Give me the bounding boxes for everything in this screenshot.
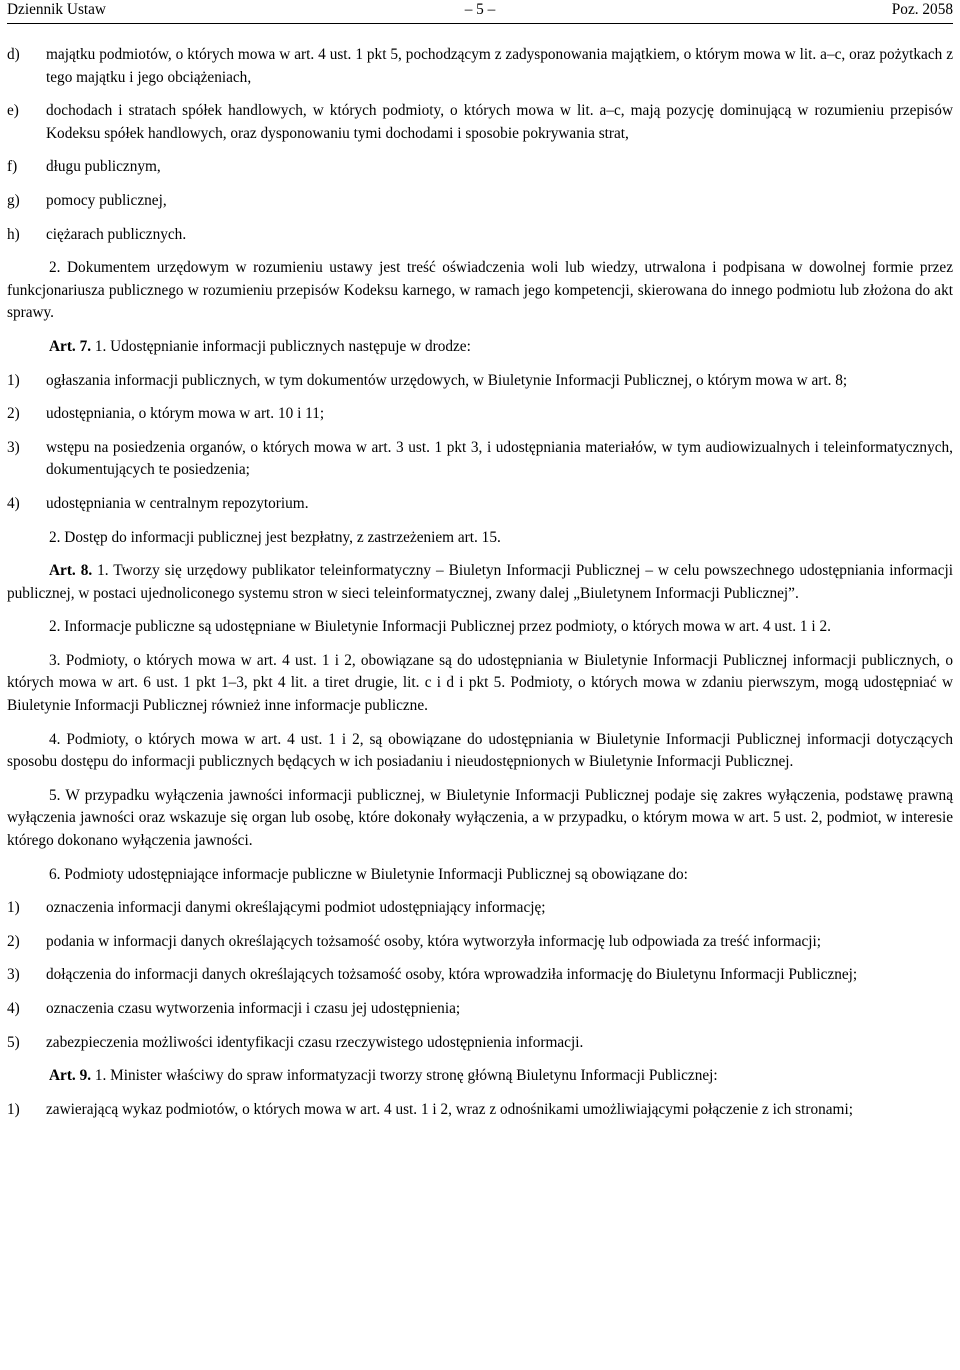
list-item-text: podania w informacji danych określających tożsamość osoby, która wytworzyła informację lub odpowiada za treść informacji; <box>46 932 822 950</box>
paragraph: 4. Podmioty, o których mowa w art. 4 ust. 1 i 2, są obowiązane do udostępniania w Biuletynie Informacji Publicznej informacji dotyczących sposobu dostępu do informacji publicznych będących w ich posiadaniu i nieudostępnionych w Biuletynie Informacji Publicznej. <box>7 730 953 771</box>
list-item-label: 2) <box>7 405 20 423</box>
list-item-label: 1) <box>7 371 20 389</box>
paragraph: 5. W przypadku wyłączenia jawności informacji publicznej, w Biuletynie Informacji Publicznej podaje się zakres wyłączenia, podstawę prawną wyłączenia jawności oraz wskazuje się organ lub osobę, które dokonały wyłączenia, a w przypadku, o którym mowa w art. 5 ust. 2, podmiot, w interesie którego dokonano wyłączenia jawności. <box>7 786 953 850</box>
paragraph: 3. Podmioty, o których mowa w art. 4 ust. 1 i 2, obowiązane są do udostępniania w Biuletynie Informacji Publicznej informacji publicznych, o których mowa w art. 6 ust. 1 pkt 1–3, pkt 4 lit. a tiret drugie, lit. c i d i pkt 5. Podmioty, o których mowa w zdaniu pierwszym, mogą udostępniać w Biuletynie Informacji Publicznej również inne informacje publiczne. <box>7 651 953 715</box>
page-header <box>7 0 953 24</box>
list-item-text: oznaczenia czasu wytworzenia informacji i czasu jej udostępnienia; <box>46 1000 461 1017</box>
list-item <box>7 437 953 482</box>
article-paragraph <box>7 560 953 605</box>
list-item-text: zabezpieczenia możliwości identyfikacji czasu rzeczywistego udostępnienia informacji. <box>46 1033 584 1051</box>
list-item-text: zawierającą wykaz podmiotów, o których mowa w art. 4 ust. 1 i 2, wraz z odnośnikami umożliwiającymi połączenie z ich stronami; <box>46 1100 853 1118</box>
list-item <box>7 156 953 179</box>
list-item <box>7 931 953 954</box>
page-number: – 5 – <box>464 1 496 18</box>
article-paragraph <box>7 336 953 359</box>
paragraph: 6. Podmioty udostępniające informacje publiczne w Biuletynie Informacji Publicznej są obowiązane do: <box>49 865 688 883</box>
article-paragraph <box>7 1065 953 1088</box>
list-item-text: dochodach i stratach spółek handlowych, w których podmioty, o których mowa w lit. a–c, mają pozycję dominującą w rozumieniu przepisów Kodeksu spółek handlowych, oraz dysponowaniu tymi dochodami i sposobie pokrywania strat, <box>46 102 953 142</box>
list-item-label: g) <box>7 191 20 209</box>
list-item-text: ciężarach publicznych. <box>46 225 187 243</box>
paragraph: 2. Dostęp do informacji publicznej jest bezpłatny, z zastrzeżeniem art. 15. <box>49 528 501 546</box>
article-text: 1. Minister właściwy do spraw informatyzacji tworzy stronę główną Biuletynu Informacji Publicznej: <box>91 1067 718 1085</box>
article-number: Art. 9. <box>49 1067 92 1085</box>
document-body <box>7 24 953 1121</box>
list-item <box>7 897 953 920</box>
list-item-text: ogłaszania informacji publicznych, w tym dokumentów urzędowych, w Biuletynie Informacji Publicznej, o którym mowa w art. 8; <box>46 371 848 389</box>
list-item <box>7 1032 953 1055</box>
list-item <box>7 493 953 516</box>
list-item-label: 3) <box>7 438 20 456</box>
journal-title: Dziennik Ustaw <box>7 1 106 18</box>
list-item-text: oznaczenia informacji danymi określającymi podmiot udostępniający informację; <box>46 899 546 917</box>
list-item-text: wstępu na posiedzenia organów, o których mowa w art. 3 ust. 1 pkt 3, i udostępniania materiałów, w tym audiowizualnych i teleinformatycznych, dokumentujących te posiedzenia; <box>46 438 953 479</box>
list-item <box>7 370 953 393</box>
list-item-text: udostępniania w centralnym repozytorium. <box>46 494 309 512</box>
position-number: Poz. 2058 <box>891 1 953 18</box>
list-item-label: d) <box>7 46 20 63</box>
list-item-label: 4) <box>7 1000 20 1017</box>
list-item-text: dołączenia do informacji danych określających tożsamość osoby, która wprowadziła informację do Biuletynu Informacji Publicznej; <box>46 966 858 984</box>
paragraph: 2. Dokumentem urzędowym w rozumieniu ustawy jest treść oświadczenia woli lub wiedzy, utrwalona i podpisana w dowolnej formie przez funkcjonariusza publicznego w rozumieniu przepisów Kodeksu karnego, w ramach jego kompetencji, skierowana do innego podmiotu lub złożona do akt sprawy. <box>7 259 953 322</box>
list-item <box>7 100 953 145</box>
list-item-label: 1) <box>7 1100 20 1118</box>
list-item-text: długu publicznym, <box>46 158 161 176</box>
article-number: Art. 7. <box>49 337 92 355</box>
article-text: 1. Udostępnianie informacji publicznych następuje w drodze: <box>91 337 471 355</box>
list-item-text: pomocy publicznej, <box>46 191 167 209</box>
list-item <box>7 190 953 213</box>
list-item-text: majątku podmiotów, o których mowa w art. 4 ust. 1 pkt 5, pochodzącym z zadysponowania majątkiem, o którym mowa w lit. a–c, oraz pożytkach z tego majątku i jego obciążeniach, <box>46 46 953 86</box>
list-item <box>7 44 953 89</box>
list-item <box>7 1099 953 1122</box>
list-item <box>7 964 953 987</box>
list-item-label: 5) <box>7 1033 20 1051</box>
list-item-label: 1) <box>7 899 20 917</box>
list-item-text: udostępniania, o którym mowa w art. 10 i 11; <box>46 405 325 423</box>
list-item <box>7 998 953 1021</box>
list-item <box>7 224 953 247</box>
list-item-label: 4) <box>7 494 20 512</box>
list-item <box>7 403 953 426</box>
list-item-label: f) <box>7 158 18 176</box>
list-item-label: 2) <box>7 932 20 950</box>
article-number: Art. 8. <box>49 562 93 580</box>
list-item-label: h) <box>7 225 20 243</box>
list-item-label: e) <box>7 102 19 120</box>
paragraph: 2. Informacje publiczne są udostępniane w Biuletynie Informacji Publicznej przez podmioty, o których mowa w art. 4 ust. 1 i 2. <box>49 618 831 636</box>
article-text: 1. Tworzy się urzędowy publikator teleinformatyczny – Biuletyn Informacji Publicznej – w celu powszechnego udostępniania informacji publicznej, w postaci ujednoliconego systemu stron w sieci teleinformatycznej, zwany dalej „Biuletynem Informacji Publicznej”. <box>7 562 953 602</box>
list-item-label: 3) <box>7 966 20 984</box>
